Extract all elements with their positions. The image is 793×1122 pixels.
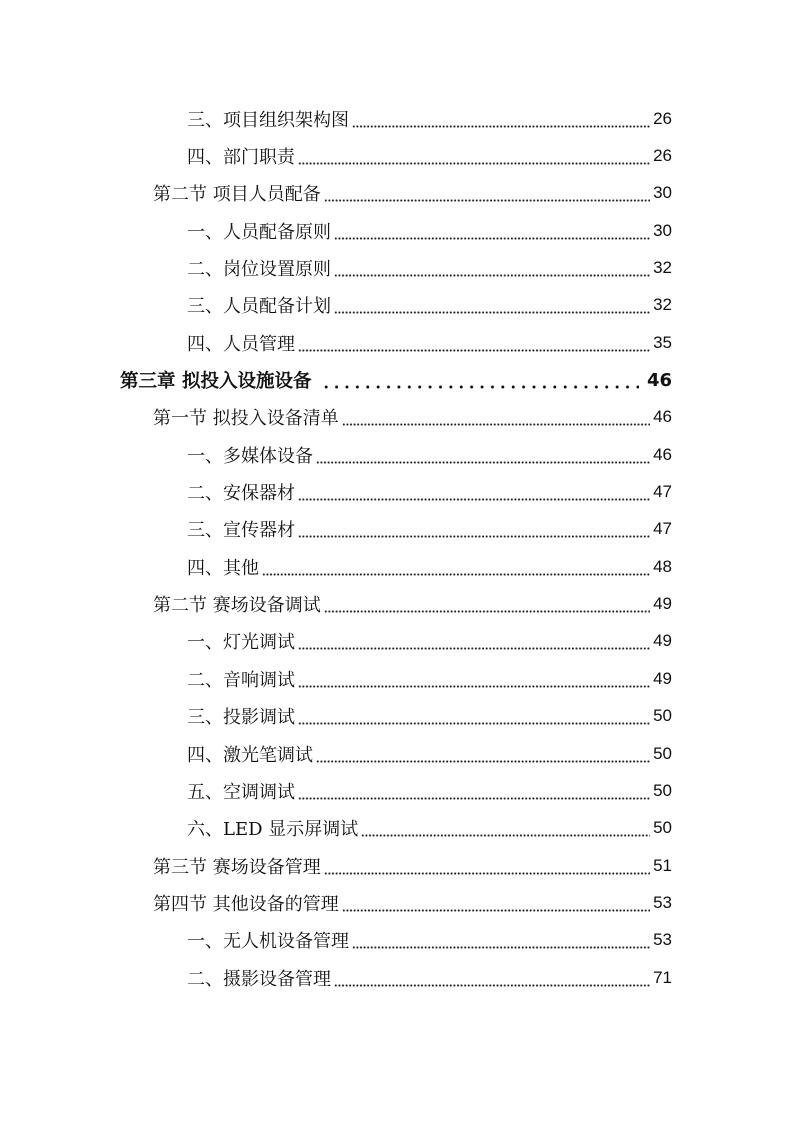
toc-dot-leader [324, 595, 650, 613]
toc-dot-leader [352, 110, 650, 128]
toc-dot-leader [316, 446, 650, 464]
toc-subsection-entry[interactable] [0, 548, 793, 585]
toc-subsection-entry[interactable] [0, 698, 793, 735]
toc-dot-leader [298, 334, 650, 352]
toc-entry-title: 六、LED 显示屏调试 [187, 819, 359, 841]
toc-page-number: 53 [653, 892, 672, 912]
table-of-contents [0, 100, 793, 996]
toc-page-number: 49 [653, 668, 672, 688]
toc-page-number: 26 [653, 108, 672, 128]
toc-page-number: 46 [653, 444, 672, 464]
toc-section-entry[interactable] [0, 399, 793, 436]
toc-dot-leader [334, 969, 650, 987]
toc-page-number: 50 [653, 743, 672, 763]
toc-subsection-entry[interactable] [0, 100, 793, 137]
toc-entry-title: 三、人员配备计划 [187, 296, 331, 318]
toc-dot-leader [298, 632, 650, 650]
toc-entry-title: 一、多媒体设备 [187, 445, 313, 467]
toc-page-number: 50 [653, 818, 672, 838]
toc-dot-leader [361, 819, 650, 837]
toc-entry-title: 第四节 其他设备的管理 [153, 893, 339, 915]
toc-page-number: 32 [653, 295, 672, 315]
toc-entry-title: 四、人员管理 [187, 333, 295, 355]
toc-dot-leader [324, 857, 650, 875]
toc-entry-title: 二、音响调试 [187, 669, 295, 691]
toc-subsection-entry[interactable] [0, 324, 793, 361]
toc-page-number: 46 [653, 407, 672, 427]
toc-dot-leader [342, 894, 650, 912]
toc-page-number: 30 [653, 220, 672, 240]
toc-entry-title: 四、其他 [187, 557, 259, 579]
toc-page-number: 46 [646, 369, 672, 391]
toc-section-entry[interactable] [0, 847, 793, 884]
toc-section-entry[interactable] [0, 884, 793, 921]
toc-entry-title: 一、灯光调试 [187, 632, 295, 654]
toc-entry-title: 三、宣传器材 [187, 520, 295, 542]
toc-entry-title: 二、安保器材 [187, 483, 295, 505]
toc-dot-leader [298, 707, 650, 725]
toc-entry-title: 二、岗位设置原则 [187, 259, 331, 281]
toc-page-number: 48 [653, 556, 672, 576]
toc-subsection-entry[interactable] [0, 511, 793, 548]
toc-page-number: 47 [653, 482, 672, 502]
toc-dot-leader [324, 184, 650, 202]
toc-subsection-entry[interactable] [0, 287, 793, 324]
toc-entry-title: 第二节 赛场设备调试 [153, 595, 321, 617]
toc-entry-title: 三、项目组织架构图 [187, 109, 349, 131]
toc-dot-leader [262, 558, 650, 576]
toc-dot-leader [298, 670, 650, 688]
toc-entry-title: 第三章 拟投入设施设备 [120, 371, 312, 393]
toc-subsection-entry[interactable] [0, 772, 793, 809]
toc-page-number: 30 [653, 183, 672, 203]
toc-subsection-entry[interactable] [0, 959, 793, 996]
toc-entry-title: 四、部门职责 [187, 147, 295, 169]
toc-dot-leader [298, 520, 650, 538]
toc-entry-title: 第二节 项目人员配备 [153, 184, 321, 206]
toc-page-number: 49 [653, 631, 672, 651]
toc-entry-title: 二、摄影设备管理 [187, 968, 331, 990]
toc-subsection-entry[interactable] [0, 473, 793, 510]
toc-subsection-entry[interactable] [0, 810, 793, 847]
toc-subsection-entry[interactable] [0, 735, 793, 772]
toc-page-number: 71 [653, 967, 672, 987]
toc-page-number: 35 [653, 332, 672, 352]
toc-subsection-entry[interactable] [0, 623, 793, 660]
toc-dot-leader [352, 931, 650, 949]
toc-dot-leader [298, 147, 650, 165]
toc-chapter-entry[interactable] [0, 361, 793, 398]
toc-section-entry[interactable] [0, 175, 793, 212]
toc-dot-leader [334, 259, 650, 277]
toc-page-number: 49 [653, 594, 672, 614]
toc-dot-leader [342, 408, 650, 426]
toc-section-entry[interactable] [0, 585, 793, 622]
toc-dot-leader [298, 782, 650, 800]
toc-page-number: 47 [653, 519, 672, 539]
toc-subsection-entry[interactable] [0, 137, 793, 174]
toc-dot-leader [334, 296, 650, 314]
toc-page-number: 51 [653, 855, 672, 875]
toc-entry-title: 一、人员配备原则 [187, 221, 331, 243]
toc-page-number: 32 [653, 258, 672, 278]
toc-dot-leader [321, 371, 638, 389]
toc-subsection-entry[interactable] [0, 249, 793, 286]
toc-page-number: 50 [653, 780, 672, 800]
toc-page-number: 26 [653, 146, 672, 166]
toc-entry-title: 四、激光笔调试 [187, 744, 313, 766]
toc-entry-title: 第三节 赛场设备管理 [153, 856, 321, 878]
toc-subsection-entry[interactable] [0, 436, 793, 473]
toc-page-number: 53 [653, 930, 672, 950]
toc-entry-title: 一、无人机设备管理 [187, 931, 349, 953]
toc-entry-title: 三、投影调试 [187, 707, 295, 729]
toc-subsection-entry[interactable] [0, 660, 793, 697]
toc-entry-title: 第一节 拟投入设备清单 [153, 408, 339, 430]
toc-dot-leader [298, 483, 650, 501]
toc-dot-leader [334, 222, 650, 240]
toc-page-number: 50 [653, 706, 672, 726]
toc-subsection-entry[interactable] [0, 212, 793, 249]
toc-dot-leader [316, 745, 650, 763]
toc-subsection-entry[interactable] [0, 922, 793, 959]
toc-entry-title: 五、空调调试 [187, 781, 295, 803]
